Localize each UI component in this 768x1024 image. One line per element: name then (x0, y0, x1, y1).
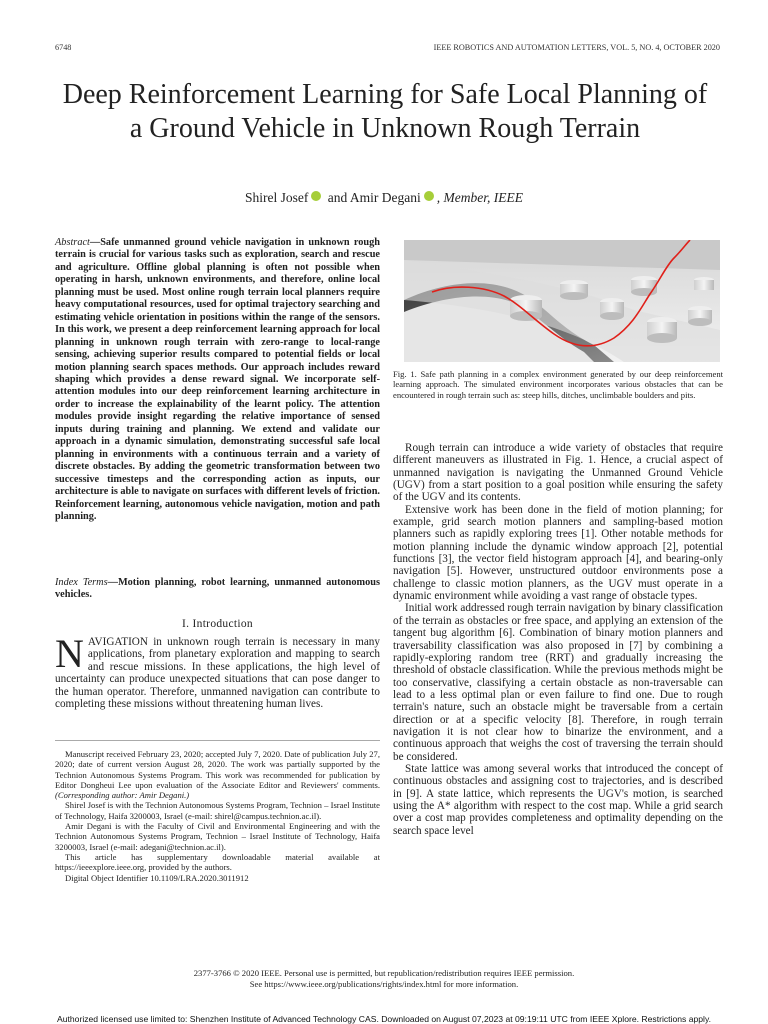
footnote-manuscript-text: Manuscript received February 23, 2020; accepted July 7, 2020. Date of publication July 27, 2020; date of current version August 28, 2020. The work was partially supported by the Technion Autonomous Systems Program. This work was recommended for publication by Editor Dongheui Lee upon evaluation of the Associate Editor and Reviewers' comments. (55, 749, 380, 790)
footnote-corresponding: (Corresponding author: Amir Degani.) (55, 790, 190, 801)
figure-1-image (404, 240, 720, 362)
section-heading-introduction: I. Introduction (182, 618, 253, 630)
index-terms (55, 577, 380, 602)
copyright-line-2: See https://www.ieee.org/publications/rights/index.html for more information. (249, 978, 519, 989)
author-1: Shirel Josef (245, 190, 309, 205)
footnote-supplementary: This article has supplementary downloadable material available at https://ieeexplore.ieee.org, provided by the authors. (55, 851, 380, 873)
copyright-footer (0, 968, 768, 989)
index-terms-label: Index Terms (55, 577, 108, 588)
orcid-icon[interactable] (311, 191, 321, 201)
paragraph-1: Rough terrain can introduce a wide variety of obstacles that require different maneuvers as illustrated in Fig. 1. Hence, a crucial aspect of unmanned navigation is navigating the Unmanned Ground Vehicle (UGV) from a start position to a goal position while ensuring the safety of the UGV and its contents. (393, 442, 723, 504)
figure-1-caption: Fig. 1. Safe path planning in a complex environment generated by our deep reinforcement learning approach. The simulated environment incorporates various obstacles that can be encountered in rough terrain such as: steep hills, ditches, unclimbable boulders and pits. (393, 369, 723, 400)
footnotes (55, 749, 380, 883)
journal-header: IEEE ROBOTICS AND AUTOMATION LETTERS, VOL. 5, NO. 4, OCTOBER 2020 (433, 43, 720, 52)
paragraph-4: State lattice was among several works that introduced the concept of continuous obstacles and assigning cost to trajectories, and is described in [9]. A state lattice, which represents the UGV's motion, is searched using the A* algorithm with respect to the cost map. While a grid search over a cost map provides completeness and optimality depending on the search space level (393, 762, 723, 837)
page-number: 6748 (55, 43, 72, 52)
author-line (0, 190, 768, 206)
footnote-manuscript (55, 749, 380, 800)
download-notice: Authorized licensed use limited to: Shenzhen Institute of Advanced Technology CAS. Downloaded on August 07,2023 at 09:19:11 UTC from IEEE Xplore. Restrictions apply. (57, 1014, 711, 1024)
footnote-doi: Digital Object Identifier 10.1109/LRA.2020.3011912 (65, 872, 249, 883)
paragraph-2: Extensive work has been done in the field of motion planning; for example, grid search motion planners and sampling-based motion planners such as rapidly exploring trees [1]. Other notable methods for motion planning include the dynamic window approach [2], potential functions [3], the vector field histogram approach [4], and bearing-only navigation [5]. However, unstructured outdoor environments pose a challenge to classic motion planners, as the UGV must operate in a dynamic environment while avoiding a vast range of obstacle types. (393, 503, 723, 603)
paper-title: Deep Reinforcement Learning for Safe Local Planning of a Ground Vehicle in Unknown Rough Terrain (62, 79, 708, 144)
author-2: and Amir Degani (327, 190, 421, 205)
copyright-line-1: 2377-3766 © 2020 IEEE. Personal use is permitted, but republication/redistribution requires IEEE permission. (193, 968, 575, 978)
abstract-label: Abstract (55, 237, 90, 248)
footnote-author2: Amir Degani is with the Faculty of Civil and Environmental Engineering and with the Technion Autonomous Systems Program, Technion – Israel Institute of Technology, Haifa 3200003, Israel (e-mail: adegani@technion.ac.il). (55, 821, 380, 852)
abstract-text: —Safe unmanned ground vehicle navigation in unknown rough terrain is crucial for various tasks such as exploration, search and rescue and agriculture. Offline global planning is often not possible when operating in harsh, unknown environments, and therefore, online local planning must be used. Most online rough terrain local planners require heavy computational resources, used for optimal trajectory searching and estimating vehicle orientation in positions within the range of the sensors. In this work, we present a deep reinforcement learning approach for local planning in unknown rough terrain with zero-range to local-range sensing, achieving superior results compared to potential fields or local motion planning search spaces methods. Our approach includes reward shaping which provides a dense reward signal. We incorporate self-attention modules into our deep reinforcement learning architecture in order to increase the explainability of the learnt policy. The attention modules provide insight regarding the relative importance of sensed inputs during training and planning. We extend and validate our approach in a dynamic simulation, demonstrating successful safe local planning in environments with a continuous terrain and a variety of discrete obstacles. By adding the geometric transformation between two successive timesteps and the corresponding action as inputs, our architecture is able to navigate on surfaces with different levels of friction. Reinforcement learning, autonomous vehicle navigation, motion and path planning. (55, 237, 380, 522)
footnote-divider (55, 740, 380, 741)
footnote-author1: Shirel Josef is with the Technion Autonomous Systems Program, Technion – Israel Institute of Technology, Haifa 3200003, Israel (e-mail: shirel@campus.technion.ac.il). (55, 800, 380, 821)
drop-cap: N (55, 631, 84, 676)
intro-text: AVIGATION in unknown rough terrain is necessary in many applications, from planetary exploration and mapping to search and rescue missions. In these applications, the high level of uncertainty can produce unexpected situations that can pose danger to the human operator. Therefore, unmanned navigation can contribute to completing these missions without threatening human lives. (55, 636, 380, 711)
intro-paragraph (55, 631, 380, 711)
orcid-icon[interactable] (424, 191, 434, 201)
right-column-body (393, 442, 723, 837)
paragraph-3: Initial work addressed rough terrain navigation by binary classification of the terrain as obstacles or free space, and applying an extension of the tangent bug algorithm [6]. Combination of binary motion planners and traversability classification was also proposed in [7] by combining a rapidly-exploring random tree (RRT) and gradually increasing the threshold of obstacle classification. While the previous methods might be too conservative, classifying a certain obstacle as non-traversable can lead to a less optimal plan or even failure to find one. Due to rough terrain's nature, such an obstacle might be traversable from a certain direction or at a specific velocity [8]. Therefore, in rough terrain navigation it is not clear how to binarize the environment, and a continuous approach that weighs the cost of traversing the terrain should be considered. (393, 602, 723, 763)
index-terms-text: —Motion planning, robot learning, unmanned autonomous vehicles. (55, 577, 380, 601)
abstract (55, 237, 380, 523)
terrain-render (404, 240, 720, 362)
author-suffix: , Member, IEEE (436, 190, 523, 205)
